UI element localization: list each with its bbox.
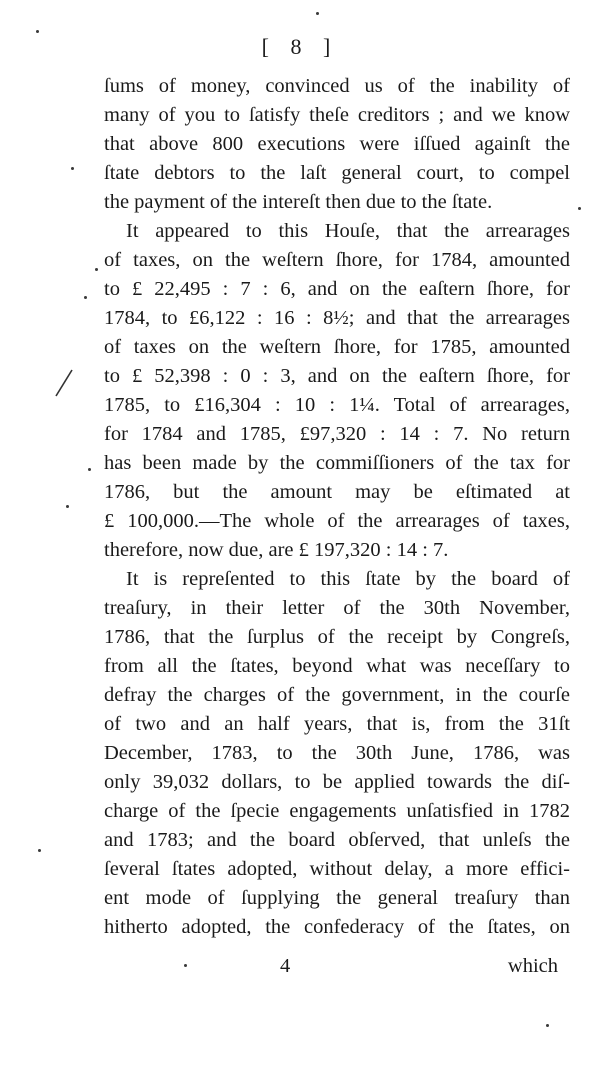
text-line: hitherto adopted, the confederacy of the ſtates, on (104, 916, 570, 938)
text-line: December, 1783, to the 30th June, 1786, was (104, 742, 570, 764)
text-line: treaſury, in their letter of the 30th November, (104, 597, 570, 619)
paper-speck (95, 268, 98, 271)
paper-speck (316, 12, 319, 15)
text-line: 1786, but the amount may be eſtimated at (104, 481, 570, 503)
text-line: charge of the ſpecie engagements unſatisfied in 1782 (104, 800, 570, 822)
text-line: 1784, to £6,122 : 16 : 8½; and that the arrearages (104, 307, 570, 329)
text-line: It is repreſented to this ſtate by the board of (126, 568, 570, 590)
text-line: of taxes, on the weſtern ſhore, for 1784, amounted (104, 249, 570, 271)
text-line: therefore, now due, are £ 197,320 : 14 : 7. (104, 539, 449, 561)
paper-speck (36, 30, 39, 33)
page-footer (104, 955, 570, 985)
text-line: and 1783; and the board obſerved, that unleſs the (104, 829, 570, 851)
text-line: the payment of the intereſt then due to the ſtate. (104, 191, 493, 213)
paper-speck (184, 964, 187, 967)
text-line: 1785, to £16,304 : 10 : 1¼. Total of arrearages, (104, 394, 570, 416)
paper-speck (84, 296, 87, 299)
catchword: which (507, 955, 558, 977)
text-line: of two and an half years, that is, from the 31ſt (104, 713, 570, 735)
body-text (104, 72, 570, 942)
signature-mark: 4 (280, 955, 291, 977)
text-line: ſums of money, convinced us of the inability of (104, 75, 570, 97)
page-number: [ 8 ] (261, 34, 339, 59)
text-line: to £ 22,495 : 7 : 6, and on the eaſtern ſhore, for (104, 278, 570, 300)
text-line: 1786, that the ſurplus of the receipt by Congreſs, (104, 626, 570, 648)
paper-speck (578, 207, 581, 210)
text-line: that above 800 executions were iſſued againſt the (104, 133, 570, 155)
text-line: defray the charges of the government, in the courſe (104, 684, 570, 706)
paper-speck (71, 167, 74, 170)
text-line: only 39,032 dollars, to be applied towards the diſ- (104, 771, 570, 793)
text-line: for 1784 and 1785, £97,320 : 14 : 7. No return (104, 423, 570, 445)
text-line: ſtate debtors to the laſt general court, to compel (104, 162, 570, 184)
text-line: to £ 52,398 : 0 : 3, and on the eaſtern ſhore, for (104, 365, 570, 387)
paper-speck (38, 849, 41, 852)
text-line: ſeveral ſtates adopted, without delay, a more effici- (104, 858, 570, 880)
paper-speck (66, 505, 69, 508)
text-line: It appeared to this Houſe, that the arrearages (126, 220, 570, 242)
text-line: ent mode of ſupplying the general treaſury than (104, 887, 570, 909)
margin-pen-mark (52, 368, 76, 398)
text-line: many of you to ſatisfy theſe creditors ; and we know (104, 104, 570, 126)
text-line: has been made by the commiſſioners of the tax for (104, 452, 570, 474)
text-line: £ 100,000.—The whole of the arrearages of taxes, (104, 510, 570, 532)
text-line: from all the ſtates, beyond what was neceſſary to (104, 655, 570, 677)
paper-speck (88, 468, 91, 471)
paper-speck (546, 1024, 549, 1027)
text-line: of taxes on the weſtern ſhore, for 1785, amounted (104, 336, 570, 358)
